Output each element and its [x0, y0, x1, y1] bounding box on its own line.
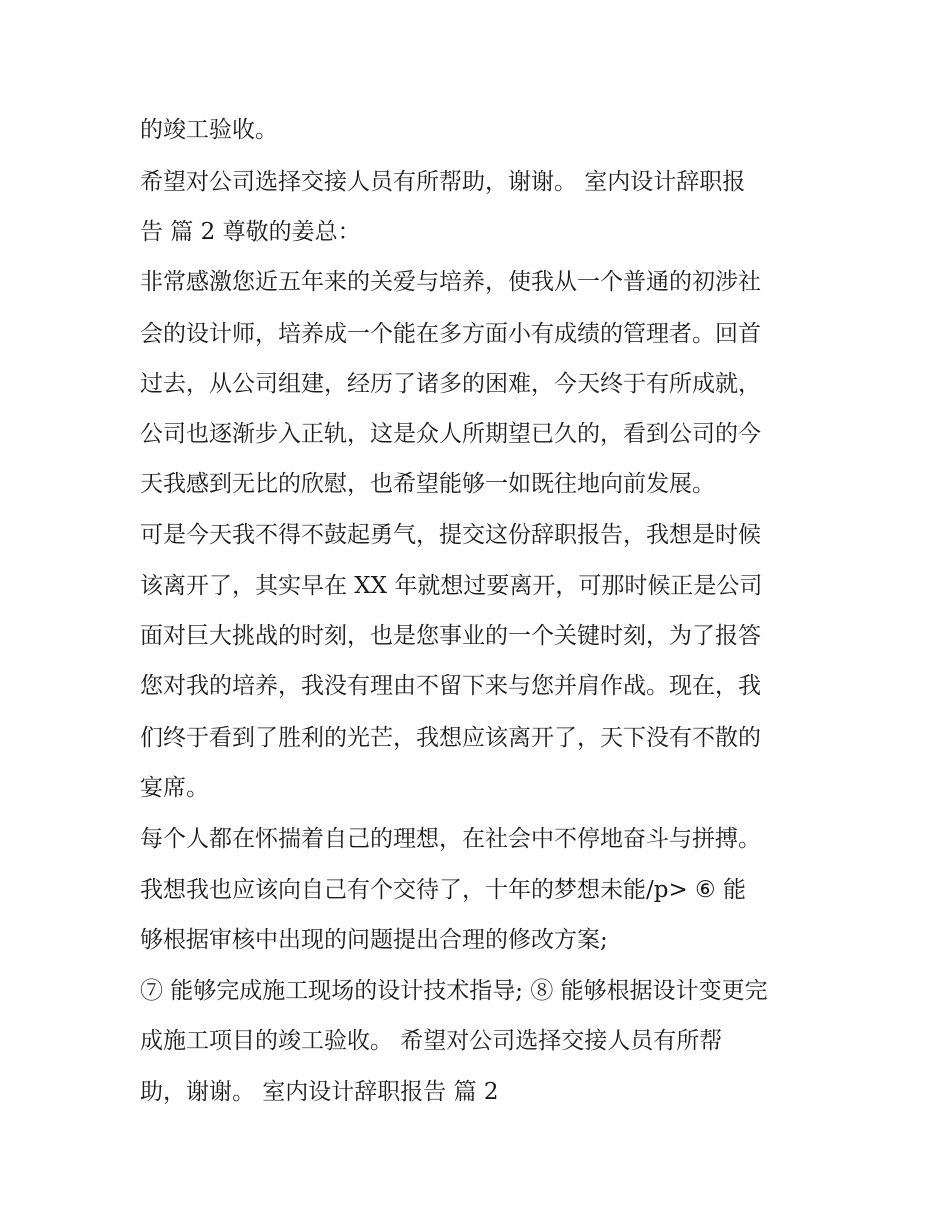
text-line: 天我感到无比的欣慰，也希望能够一如既往地向前发展。 — [140, 471, 715, 497]
text-line: 我想我也应该向自己有个交待了，十年的梦想未能/p> ⑥ 能 — [140, 877, 746, 903]
text-line: 每个人都在怀揣着自己的理想，在社会中不停地奋斗与拼搏。 — [140, 826, 761, 852]
text-line: 过去，从公司组建，经历了诸多的困难，今天终于有所成就， — [140, 371, 761, 397]
text-line: 希望对公司选择交接人员有所帮助，谢谢。 室内设计辞职报 — [140, 169, 746, 195]
text-line: 公司也逐渐步入正轨，这是众人所期望已久的，看到公司的今 — [140, 421, 761, 447]
text-line: 够根据审核中出现的问题提出合理的修改方案; — [140, 927, 608, 953]
text-line: 非常感激您近五年来的关爱与培养，使我从一个普通的初涉社 — [140, 269, 761, 295]
text-line: 成施工项目的竣工验收。 希望对公司选择交接人员有所帮 — [140, 1028, 723, 1054]
text-line: 的竣工验收。 — [140, 117, 278, 143]
text-line: 面对巨大挑战的时刻，也是您事业的一个关键时刻，为了报答 — [140, 623, 761, 649]
text-line: 宴席。 — [140, 775, 209, 801]
text-line: 告 篇 2 尊敬的姜总： — [140, 219, 361, 245]
text-line: 助，谢谢。 室内设计辞职报告 篇 2 — [140, 1079, 499, 1105]
text-line: 会的设计师，培养成一个能在多方面小有成绩的管理者。回首 — [140, 321, 761, 347]
text-line: 您对我的培养，我没有理由不留下来与您并肩作战。现在，我 — [140, 673, 761, 699]
text-line: 可是今天我不得不鼓起勇气，提交这份辞职报告，我想是时候 — [140, 522, 761, 548]
text-line: 该离开了，其实早在 XX 年就想过要离开，可那时候正是公司 — [140, 573, 763, 599]
text-line: ⑦ 能够完成施工现场的设计技术指导; ⑧ 能够根据设计变更完 — [140, 978, 768, 1004]
text-line: 们终于看到了胜利的光芒，我想应该离开了，天下没有不散的 — [140, 725, 761, 751]
